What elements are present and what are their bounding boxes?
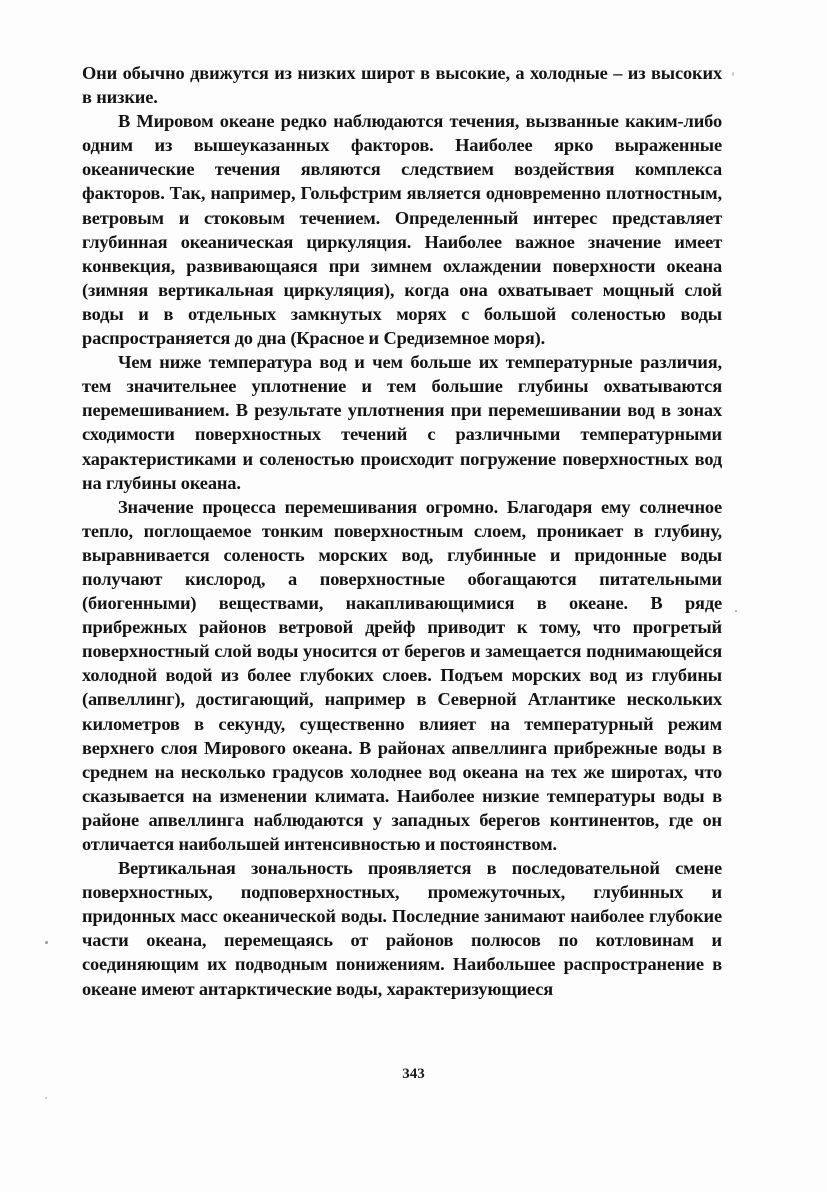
scan-speck <box>45 941 48 944</box>
scan-speck <box>45 1097 47 1099</box>
scan-speck <box>735 610 737 612</box>
scan-speck <box>732 72 734 76</box>
body-text <box>82 61 722 1001</box>
paragraph-temperature-mixing: Чем ниже температура вод и чем больше их температурные различия, тем значительнее уплотнение и тем большие глубины охватываются перемешиванием. В результате уплотнения при перемешивании вод в зонах сходимости поверхностных течений с различными температурными характеристиками и соленостью происходит погружение поверхностных вод на глубины океана. <box>82 352 722 493</box>
paragraph-mixing-importance: Значение процесса перемешивания огромно. Благодаря ему солнечное тепло, поглощаемое тонким поверхностным слоем, проникает в глубину, выравнивается соленость морских вод, глубинные и придонные воды получают кислород, а поверхностные обогащаются питательными (биогенными) веществами, накапливающимися в океане. В ряде прибрежных районов ветровой дрейф приводит к тому, что прогретый поверхностный слой воды уносится от берегов и замещается поднимающейся холодной водой из более глубоких слоев. Подъем морских вод из глубины (апвеллинг), достигающий, например в Северной Атлантике нескольких километров в секунду, существенно влияет на температурный режим верхнего слоя Мирового океана. В районах апвеллинга прибрежные воды в среднем на несколько градусов холоднее вод океана на тех же широтах, что сказывается на изменении климата. Наиболее низкие температуры воды в районе апвеллинга наблюдаются у западных берегов континентов, где он отличается наибольшей интенсивностью и постоянством. <box>82 496 722 854</box>
paragraph-vertical-zonality: Вертикальная зональность проявляется в последовательной смене поверхностных, подповерхностных, промежуточных, глубинных и придонных масс океанической воды. Последние занимают наиболее глубокие части океана, перемещаясь от районов полюсов по котловинам и соединяющим их подводным понижениям. Наибольшее распространение в океане имеют антарктические воды, характеризующиеся <box>82 858 722 999</box>
paragraph-continuation: Они обычно движутся из низких широт в высокие, а холодные – из высоких в низкие. <box>82 63 722 108</box>
paragraph-ocean-currents: В Мировом океане редко наблюдаются течения, вызванные каким-либо одним из вышеуказанных факторов. Наиболее ярко выраженные океанические течения являются следствием воздействия комплекса факторов. Так, например, Гольфстрим является одновременно плотностным, ветровым и стоковым течением. Определенный интерес представляет глубинная океаническая циркуляция. Наиболее важное значение имеет конвекция, развивающаяся при зимнем охлаждении поверхности океана (зимняя вертикальная циркуляция), когда она охватывает мощный слой воды и в отдельных замкнутых морях с большой соленостью воды распространяется до дна (Красное и Средиземное моря). <box>82 111 722 349</box>
page-number: 343 <box>402 1066 425 1082</box>
